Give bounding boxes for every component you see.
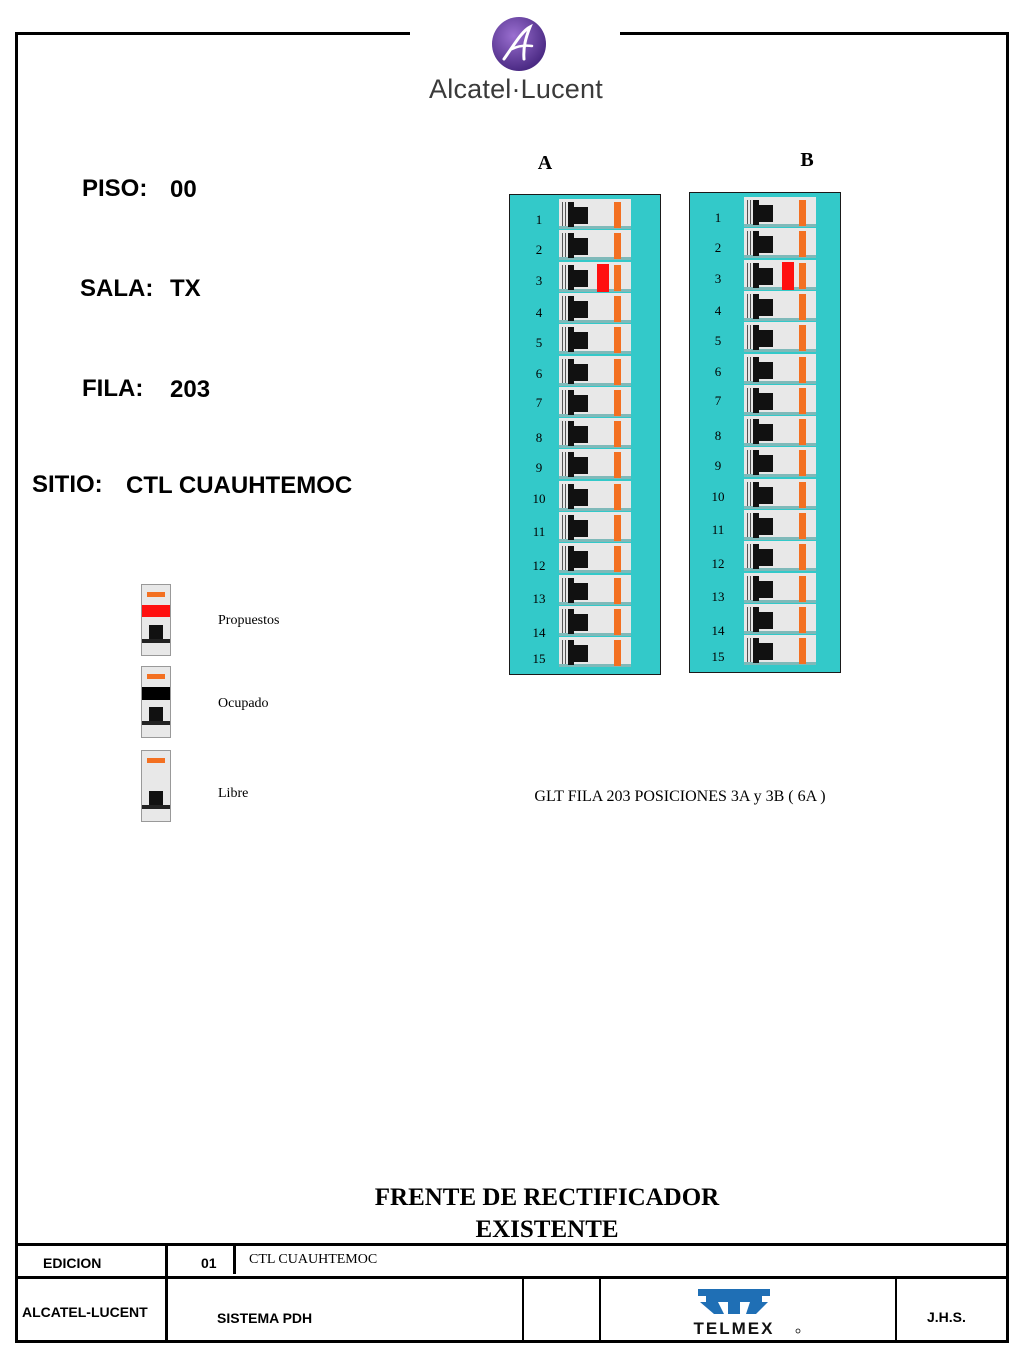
breaker-b-11 [744,510,816,540]
frame-left [15,32,18,1343]
position-number-b-2: 2 [714,240,722,255]
fila-value: 203 [170,376,211,403]
position-number-b-1: 1 [714,210,722,225]
title-block-divider-3 [522,1278,524,1342]
sitio-label: SITIO: [32,471,103,498]
position-number-b-10: 10 [711,489,725,504]
title-block-divider-1 [165,1243,168,1342]
breaker-a-10 [559,481,631,511]
fila-label: FILA: [82,375,144,402]
title-line-2: EXISTENTE [475,1216,619,1243]
breaker-a-8 [559,418,631,448]
edicion-label: EDICION [43,1255,102,1271]
position-number-a-2: 2 [535,242,543,257]
breaker-a-7 [559,387,631,417]
position-number-b-4: 4 [714,303,722,318]
breaker-a-1 [559,199,631,229]
title-line-1: FRENTE DE RECTIFICADOR [374,1184,720,1211]
legend-icon-free [141,750,171,822]
telmex-logo-text: TELMEX [693,1319,775,1338]
position-number-a-1: 1 [535,212,543,227]
position-number-b-6: 6 [714,364,722,379]
title-block-divider-5 [895,1278,897,1342]
position-number-b-3: 3 [714,271,722,286]
breaker-a-14 [559,606,631,636]
breaker-b-13 [744,573,816,603]
breaker-b-1 [744,197,816,227]
legend-icon-occupied [141,666,171,738]
position-number-b-5: 5 [714,333,722,348]
position-number-a-6: 6 [535,366,543,381]
breaker-b-12 [744,541,816,571]
position-number-a-11: 11 [532,524,546,539]
position-number-a-13: 13 [532,591,546,606]
position-number-b-12: 12 [711,556,725,571]
position-number-b-14: 14 [711,623,725,638]
breaker-a-12 [559,543,631,573]
panel-b-label: B [800,149,814,171]
position-number-a-3: 3 [535,273,543,288]
position-number-a-14: 14 [532,625,546,640]
edicion-value: 01 [201,1255,217,1271]
panel-a-label: A [537,152,553,174]
position-number-b-8: 8 [714,428,722,443]
breaker-b-2 [744,228,816,258]
title-block-author: J.H.S. [927,1309,966,1325]
breaker-a-4 [559,293,631,323]
position-number-b-7: 7 [714,393,722,408]
alcatel-lucent-logo-text: Alcatel·Lucent [429,74,603,104]
position-number-b-11: 11 [711,522,725,537]
frame-top-left [15,32,410,35]
position-number-a-8: 8 [535,430,543,445]
position-number-a-4: 4 [535,305,543,320]
legend-label-free: Libre [218,786,249,801]
breaker-b-15 [744,635,816,665]
frame-top-right [620,32,1009,35]
telmex-logo [670,1286,810,1338]
piso-label: PISO: [82,175,148,202]
legend-icon-proposed [141,584,171,656]
breaker-b-9 [744,447,816,477]
diagram-caption: GLT FILA 203 POSICIONES 3A y 3B ( 6A ) [534,788,826,805]
position-number-a-7: 7 [535,395,543,410]
position-number-a-12: 12 [532,558,546,573]
position-number-a-5: 5 [535,335,543,350]
title-block-divider-4 [599,1278,601,1342]
position-number-a-9: 9 [535,460,543,475]
breaker-a-9 [559,449,631,479]
title-block-site: CTL CUAUHTEMOC [249,1252,378,1267]
breaker-a-13 [559,575,631,605]
breaker-b-4 [744,291,816,321]
sala-value: TX [170,275,201,302]
title-block-company: ALCATEL-LUCENT [22,1304,148,1320]
legend-label-proposed: Propuestos [218,613,280,628]
frame-right [1006,32,1009,1343]
position-number-a-15: 15 [532,651,546,666]
position-number-b-9: 9 [714,458,722,473]
alcatel-lucent-logo-mark [490,15,548,73]
breaker-b-10 [744,479,816,509]
title-block-system: SISTEMA PDH [217,1310,313,1326]
position-number-b-13: 13 [711,589,725,604]
breaker-a-2 [559,230,631,260]
breaker-a-5 [559,324,631,354]
sala-label: SALA: [80,275,154,302]
title-block-divider-2 [233,1246,236,1274]
breaker-a-15 [559,637,631,667]
breaker-b-5 [744,322,816,352]
breaker-b-6 [744,354,816,384]
breaker-b-8 [744,416,816,446]
breaker-a-3 [559,262,631,292]
legend-label-occupied: Ocupado [218,696,269,711]
breaker-b-3 [744,260,816,290]
breaker-b-14 [744,604,816,634]
piso-value: 00 [170,176,197,203]
breaker-b-7 [744,385,816,415]
position-number-b-15: 15 [711,649,725,664]
position-number-a-10: 10 [532,491,546,506]
breaker-a-11 [559,512,631,542]
breaker-a-6 [559,356,631,386]
sitio-value: CTL CUAUHTEMOC [126,472,353,499]
